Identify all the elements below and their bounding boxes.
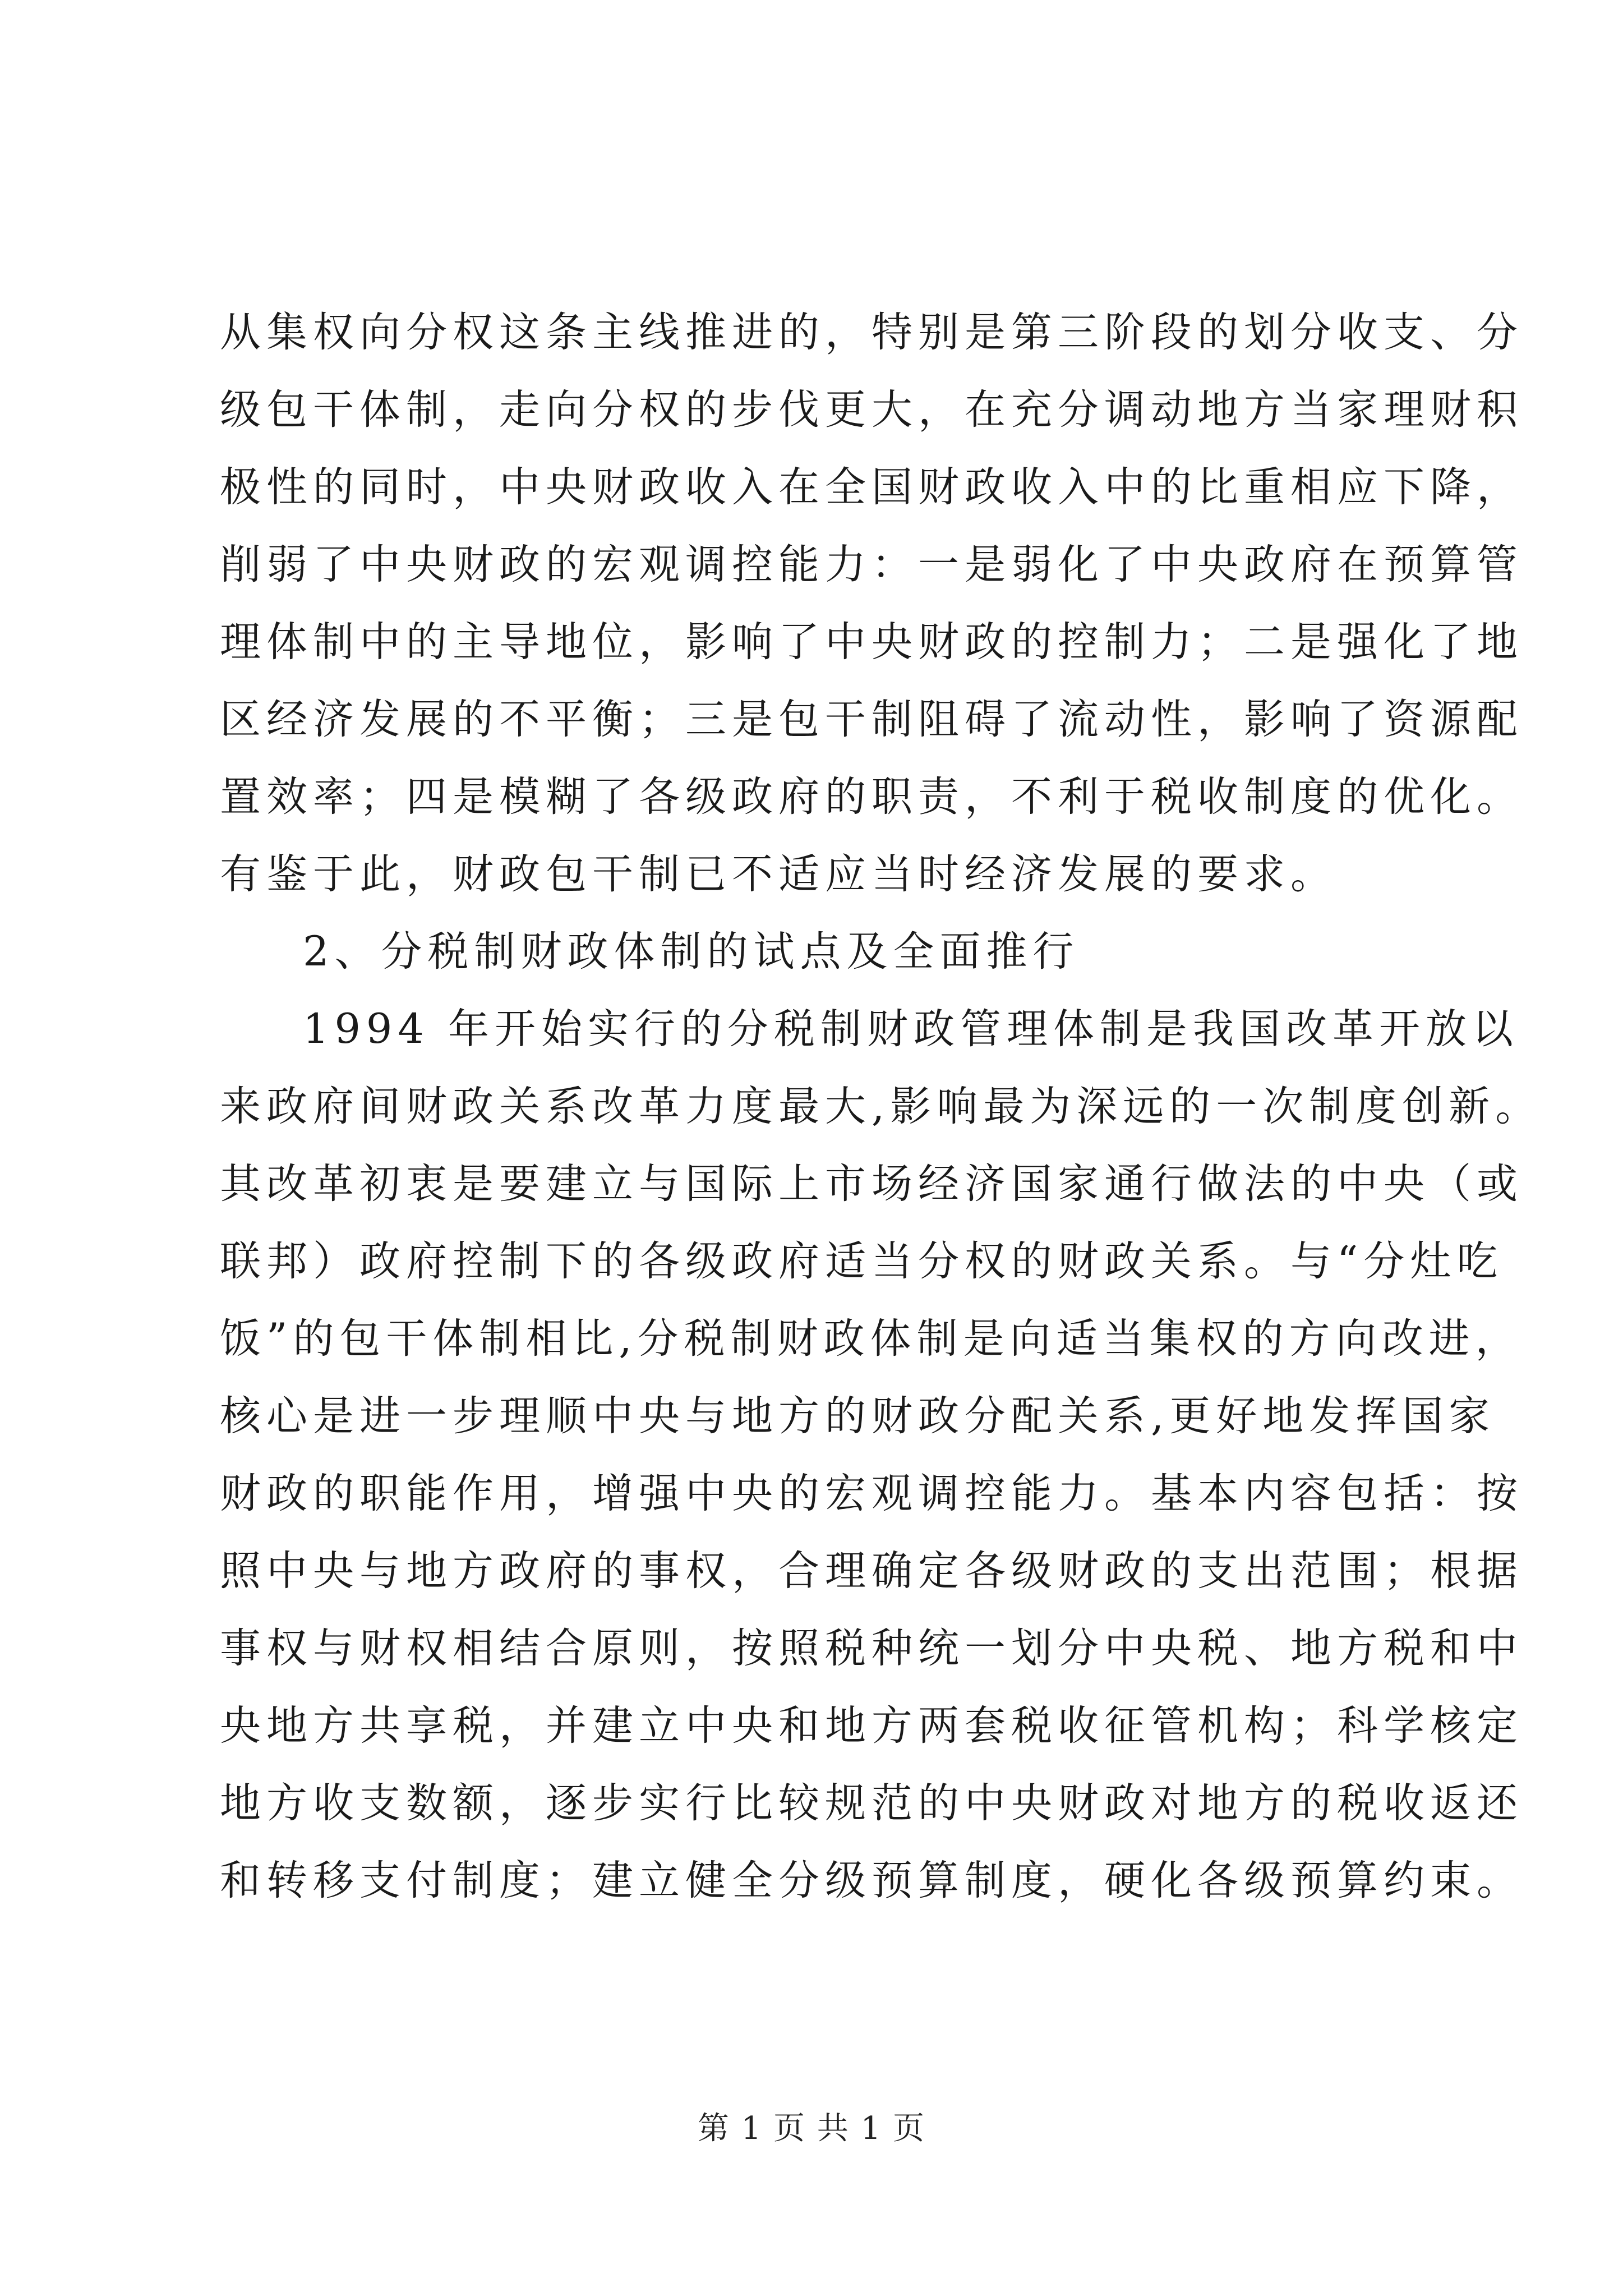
text-line: 财政的职能作用，增强中央的宏观调控能力。基本内容包括：按 [220, 1470, 1523, 1517]
text-line: 地方收支数额，逐步实行比较规范的中央财政对地方的税收返还 [220, 1779, 1523, 1827]
text-line: 央地方共享税，并建立中央和地方两套税收征管机构；科学核定 [220, 1702, 1523, 1750]
text-line: 有鉴于此，财政包干制已不适应当时经济发展的要求。 [220, 850, 1337, 898]
text-line: 1994 年开始实行的分税制财政管理体制是我国改革开放以 [303, 1005, 1519, 1053]
text-line: 照中央与地方政府的事权，合理确定各级财政的支出范围；根据 [220, 1547, 1523, 1595]
document-body [220, 294, 1542, 1920]
text-line: 区经济发展的不平衡；三是包干制阻碍了流动性，影响了资源配 [220, 696, 1523, 743]
text-line: 极性的同时，中央财政收入在全国财政收入中的比重相应下降， [220, 463, 1523, 511]
text-line: 其改革初衷是要建立与国际上市场经济国家通行做法的中央（或 [220, 1160, 1523, 1208]
text-line: 理体制中的主导地位，影响了中央财政的控制力；二是强化了地 [220, 618, 1523, 666]
text-line: 来政府间财政关系改革力度最大,影响最为深远的一次制度创新。 [220, 1083, 1542, 1130]
text-line: 事权与财权相结合原则，按照税种统一划分中央税、地方税和中 [220, 1625, 1523, 1672]
text-line: 级包干体制，走向分权的步伐更大，在充分调动地方当家理财积 [220, 386, 1523, 434]
text-line: 削弱了中央财政的宏观调控能力：一是弱化了中央政府在预算管 [220, 541, 1523, 588]
page-number: 第 1 页 共 1 页 [697, 2110, 926, 2147]
section-heading: 2、分税制财政体制的试点及全面推行 [303, 928, 1080, 976]
text-line: 核心是进一步理顺中央与地方的财政分配关系,更好地发挥国家 [220, 1392, 1496, 1440]
text-line: 置效率；四是模糊了各级政府的职责，不利于税收制度的优化。 [220, 773, 1523, 821]
text-line: 联邦）政府控制下的各级政府适当分权的财政关系。与“分灶吃 [220, 1237, 1504, 1285]
text-line: 从集权向分权这条主线推进的，特别是第三阶段的划分收支、分 [220, 309, 1523, 356]
text-line: 饭”的包干体制相比,分税制财政体制是向适当集权的方向改进， [220, 1315, 1522, 1363]
page-footer [0, 2109, 1623, 2148]
text-line: 和转移支付制度；建立健全分级预算制度，硬化各级预算约束。 [220, 1857, 1523, 1904]
